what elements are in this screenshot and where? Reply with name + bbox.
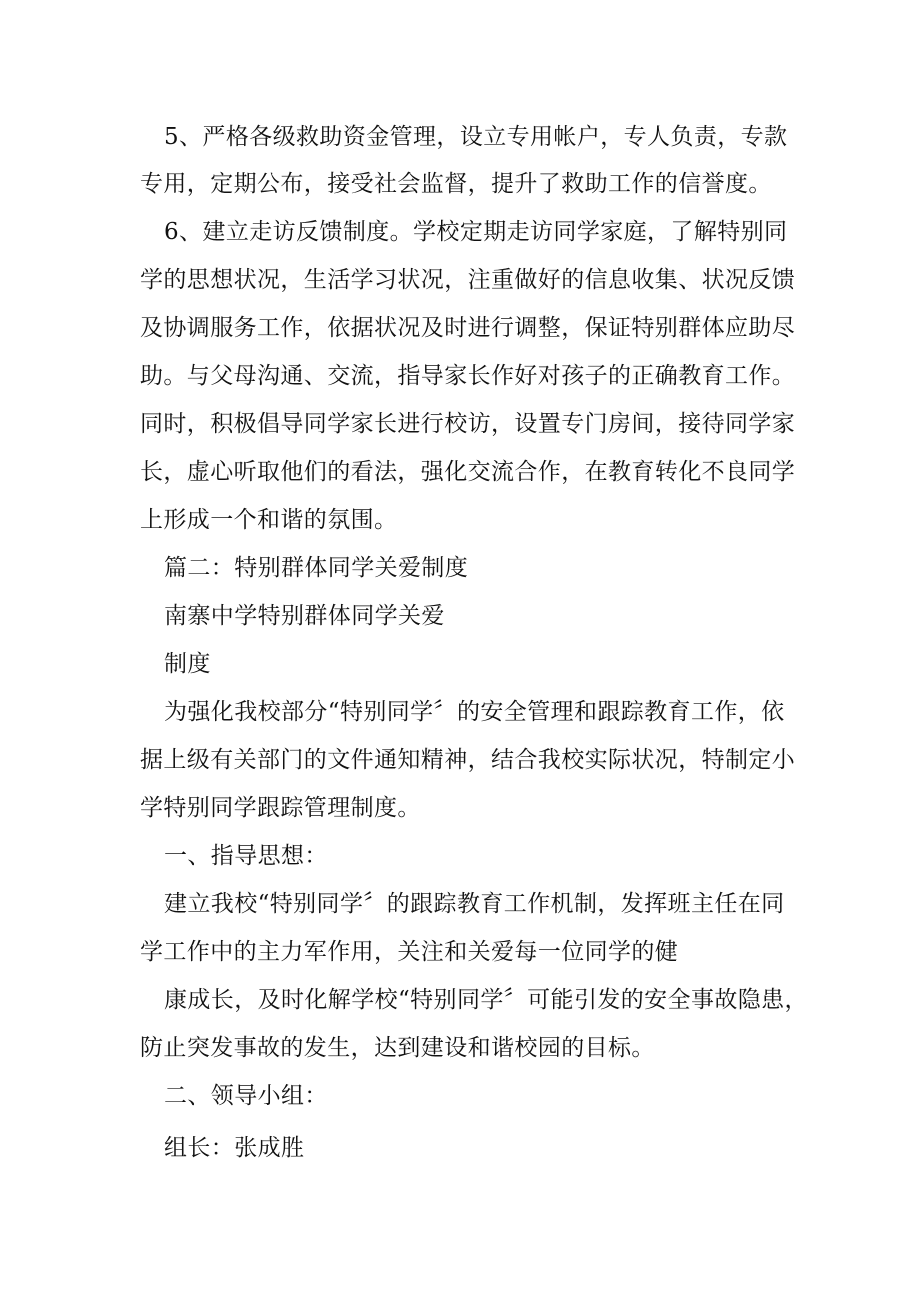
paragraph-line: 建立我校“特别同学〞的跟踪教育工作机制，发挥班主任在同: [164, 891, 785, 917]
section-heading: 二、领导小组：: [164, 1083, 328, 1109]
document-title-continued: 制度: [164, 651, 211, 677]
section-heading: 篇二：特别群体同学关爱制度: [164, 555, 469, 581]
paragraph-line: 学工作中的主力军作用，关注和关爱每一位同学的健: [140, 939, 679, 965]
paragraph-line: 及协调服务工作，依据状况及时进行调整，保证特别群体应助尽: [140, 315, 796, 341]
paragraph-line: 6、建立走访反馈制度。学校定期走访同学家庭，了解特别同: [164, 219, 788, 245]
paragraph-line: 同时，积极倡导同学家长进行校访，设置专门房间，接待同学家: [140, 411, 796, 437]
paragraph-line: 据上级有关部门的文件通知精神，结合我校实际状况，特制定小: [140, 747, 796, 773]
section-heading: 一、指导思想：: [164, 843, 328, 869]
paragraph-line: 5、严格各级救助资金管理，设立专用帐户，专人负责，专款: [164, 124, 788, 150]
paragraph-line: 上形成一个和谐的氛围。: [140, 507, 398, 533]
document-title: 南寨中学特别群体同学关爱: [164, 603, 445, 629]
paragraph-line: 长，虚心听取他们的看法，强化交流合作，在教育转化不良同学: [140, 459, 796, 485]
paragraph-line: 专用，定期公布，接受社会监督，提升了救助工作的信誉度。: [140, 171, 772, 197]
paragraph-line: 学的思想状况，生活学习状况，注重做好的信息收集、状况反馈: [140, 267, 796, 293]
paragraph-line: 为强化我校部分“特别同学〞的安全管理和跟踪教育工作，依: [164, 699, 785, 725]
paragraph-line: 助。与父母沟通、交流，指导家长作好对孩子的正确教育工作。: [140, 363, 796, 389]
paragraph-line: 学特别同学跟踪管理制度。: [140, 795, 421, 821]
paragraph-line: 防止突发事故的发生，达到建设和谐校园的目标。: [140, 1035, 655, 1061]
paragraph-line: 康成长，及时化解学校“特别同学〞可能引发的安全事故隐患，: [164, 987, 808, 1013]
paragraph-line: 组长：张成胜: [164, 1135, 305, 1161]
